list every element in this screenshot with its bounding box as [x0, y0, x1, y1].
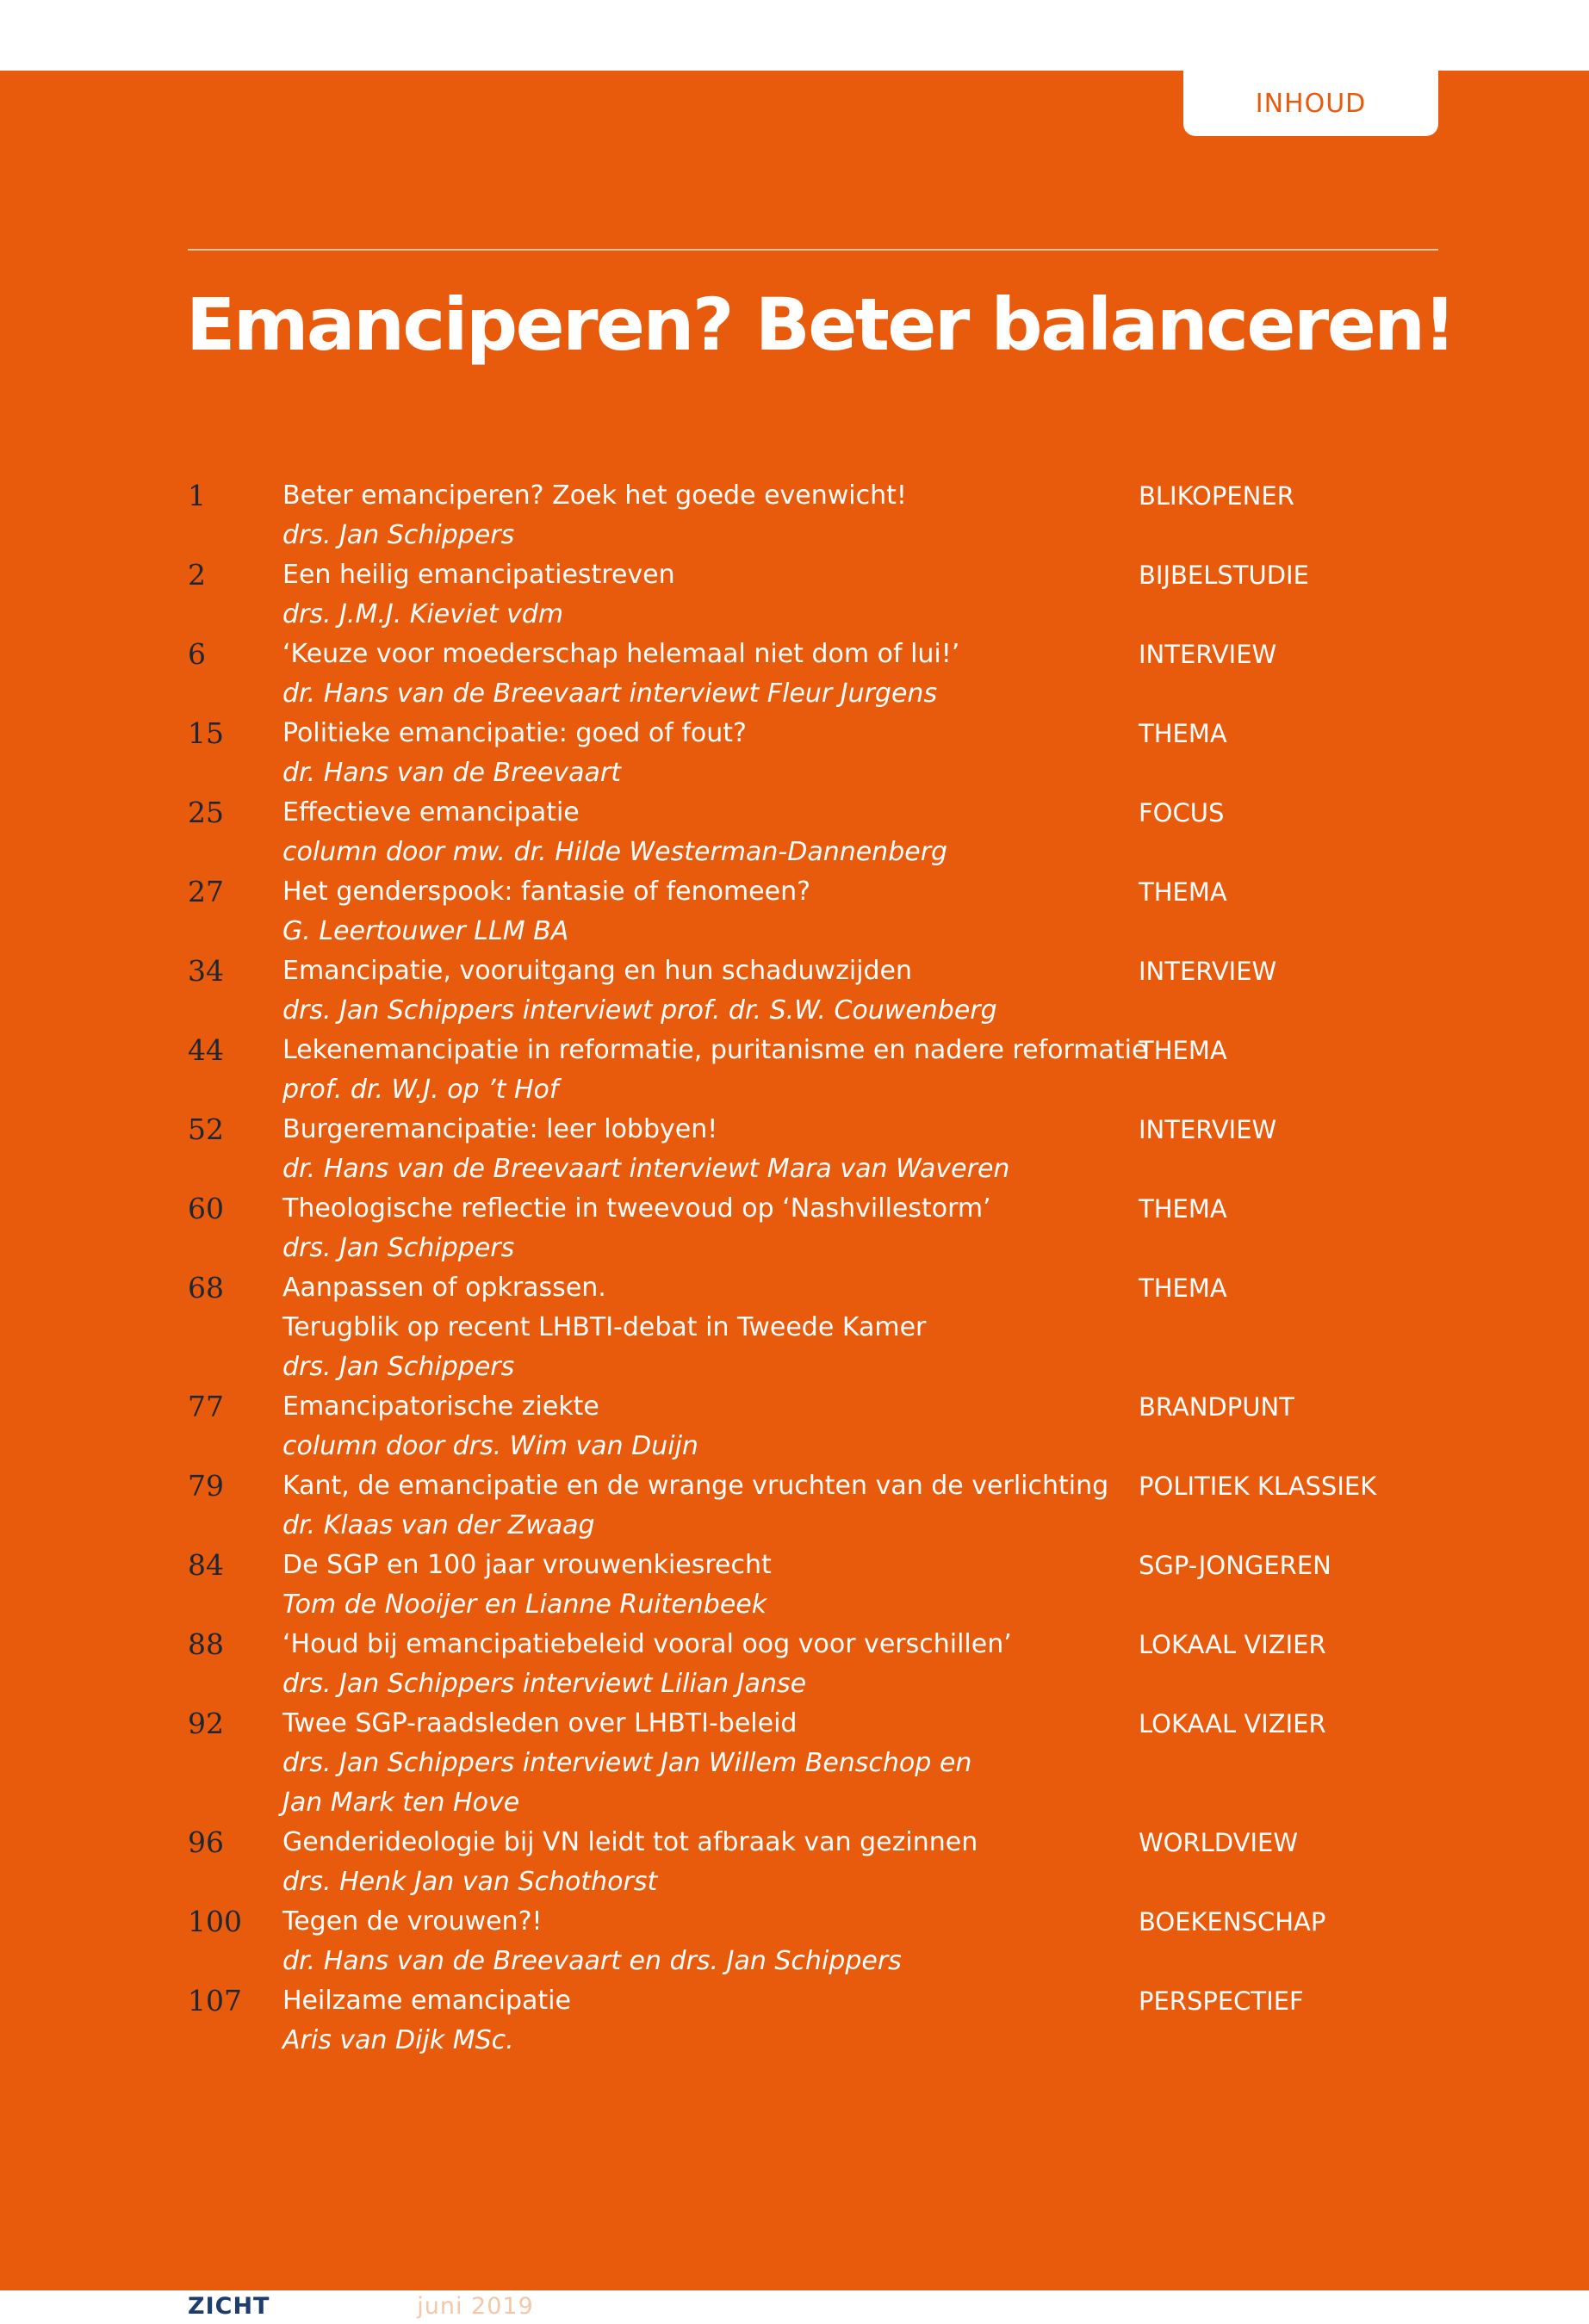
toc-author: drs. Jan Schippers	[282, 1352, 515, 1382]
toc-page-number: 100	[188, 1905, 242, 1938]
toc-category: BLIKOPENER	[1139, 481, 1294, 511]
page-title: Emanciperen? Beter balanceren!	[186, 282, 1455, 367]
toc-category: FOCUS	[1139, 798, 1225, 827]
toc-article-title: Burgeremancipatie: leer lobbyen!	[282, 1114, 718, 1144]
toc-page-number: 44	[188, 1033, 224, 1067]
toc-entry[interactable]	[188, 476, 1438, 555]
toc-category: BRANDPUNT	[1139, 1392, 1294, 1422]
toc-page-number: 15	[188, 716, 224, 750]
toc-author: dr. Hans van de Breevaart	[282, 758, 621, 788]
toc-article-title: Het genderspook: fantasie of fenomeen?	[282, 877, 811, 907]
toc-article-title: Lekenemancipatie in reformatie, puritanisme en nadere reformatie	[282, 1035, 1148, 1065]
toc-page-number: 2	[188, 558, 206, 592]
toc-entry[interactable]	[188, 1189, 1438, 1268]
toc-author: drs. Henk Jan van Schothorst	[282, 1867, 658, 1897]
toc-entry-headline	[188, 1268, 1438, 1308]
toc-author: drs. J.M.J. Kieviet vdm	[282, 599, 564, 629]
toc-article-title: Emancipatie, vooruitgang en hun schaduwzijden	[282, 956, 913, 986]
toc-page-number: 6	[188, 637, 206, 671]
toc-page-number: 107	[188, 1984, 242, 2017]
toc-category: THEMA	[1139, 877, 1227, 907]
toc-author: drs. Jan Schippers	[282, 1233, 515, 1263]
toc-entry[interactable]	[188, 714, 1438, 793]
toc-entry-headline	[188, 872, 1438, 912]
toc-category: SGP-JONGEREN	[1139, 1551, 1331, 1580]
toc-entry-headline	[188, 714, 1438, 753]
toc-category: THEMA	[1139, 1036, 1227, 1065]
toc-entry[interactable]	[188, 1704, 1438, 1823]
toc-category: THEMA	[1139, 719, 1227, 748]
toc-author: drs. Jan Schippers interviewt Lilian Janse	[282, 1669, 807, 1699]
toc-entry[interactable]	[188, 1466, 1438, 1546]
toc-entry[interactable]	[188, 1110, 1438, 1189]
toc-category: BIJBELSTUDIE	[1139, 561, 1309, 590]
footer-date: juni 2019	[417, 2293, 534, 2320]
toc-author: prof. dr. W.J. op ’t Hof	[282, 1075, 559, 1105]
toc-article-title: Twee SGP-raadsleden over LHBTI-beleid	[282, 1708, 798, 1738]
toc-entry[interactable]	[188, 1546, 1438, 1625]
toc-entry-headline	[188, 793, 1438, 833]
toc-page-number: 79	[188, 1469, 224, 1503]
footer-issue: 2019-2	[277, 2293, 374, 2320]
table-of-contents	[188, 476, 1438, 2061]
toc-category: PERSPECTIEF	[1139, 1986, 1304, 2016]
toc-article-title: Kant, de emancipatie en de wrange vruchten van de verlichting	[282, 1471, 1109, 1501]
toc-entry[interactable]	[188, 793, 1438, 872]
toc-entry-headline	[188, 1625, 1438, 1664]
toc-category: THEMA	[1139, 1194, 1227, 1224]
toc-entry[interactable]	[188, 1981, 1438, 2061]
toc-page	[0, 71, 1589, 2320]
toc-entry[interactable]	[188, 1823, 1438, 1902]
toc-article-subtitle: Terugblik op recent LHBTI-debat in Tweede Kamer	[282, 1312, 927, 1342]
toc-page-number: 34	[188, 954, 224, 988]
toc-category: BOEKENSCHAP	[1139, 1907, 1326, 1937]
toc-entry-headline	[188, 555, 1438, 595]
toc-entry-headline	[188, 1466, 1438, 1506]
toc-author: Aris van Dijk MSc.	[282, 2025, 514, 2055]
toc-author: column door mw. dr. Hilde Westerman-Dannenberg	[282, 837, 948, 867]
toc-page-number: 52	[188, 1112, 224, 1146]
toc-article-title: Heilzame emancipatie	[282, 1986, 571, 2016]
toc-page-number: 27	[188, 875, 224, 908]
footer	[188, 2290, 534, 2324]
toc-article-title: Tegen de vrouwen?!	[282, 1906, 543, 1937]
toc-category: LOKAAL VIZIER	[1139, 1709, 1326, 1738]
toc-entry-headline	[188, 1902, 1438, 1942]
toc-entry-headline	[188, 1546, 1438, 1585]
toc-article-title: Een heilig emancipatiestreven	[282, 560, 675, 590]
toc-entry-headline	[188, 1031, 1438, 1070]
toc-entry[interactable]	[188, 951, 1438, 1031]
toc-author: drs. Jan Schippers interviewt prof. dr. S.W. Couwenberg	[282, 995, 997, 1026]
toc-category: LOKAAL VIZIER	[1139, 1630, 1326, 1659]
toc-page-number: 96	[188, 1825, 224, 1859]
toc-author: dr. Hans van de Breevaart interviewt Mara van Waveren	[282, 1154, 1010, 1184]
toc-category: POLITIEK KLASSIEK	[1139, 1472, 1377, 1501]
toc-article-title: ‘Houd bij emancipatiebeleid vooral oog voor verschillen’	[282, 1629, 1012, 1659]
toc-entry-headline	[188, 1704, 1438, 1744]
toc-author: column door drs. Wim van Duijn	[282, 1431, 698, 1461]
toc-page-number: 92	[188, 1707, 224, 1740]
toc-article-title: Aanpassen of opkrassen.	[282, 1273, 606, 1303]
toc-entry[interactable]	[188, 1031, 1438, 1110]
toc-article-title: Effectieve emancipatie	[282, 797, 580, 827]
toc-author: Jan Mark ten Hove	[282, 1788, 520, 1818]
section-tab: INHOUD	[1183, 71, 1438, 136]
toc-author: dr. Klaas van der Zwaag	[282, 1510, 595, 1540]
toc-author: dr. Hans van de Breevaart en drs. Jan Schippers	[282, 1946, 902, 1976]
toc-entry-headline	[188, 951, 1438, 991]
toc-article-title: Genderideologie bij VN leidt tot afbraak van gezinnen	[282, 1827, 978, 1857]
toc-entry[interactable]	[188, 1387, 1438, 1466]
toc-author: Tom de Nooijer en Lianne Ruitenbeek	[282, 1590, 767, 1620]
toc-article-title: Politieke emancipatie: goed of fout?	[282, 718, 747, 748]
toc-entry-headline	[188, 1110, 1438, 1150]
toc-page-number: 88	[188, 1627, 224, 1661]
toc-entry[interactable]	[188, 872, 1438, 951]
toc-author: G. Leertouwer LLM BA	[282, 916, 569, 946]
toc-article-title: Emancipatorische ziekte	[282, 1391, 599, 1422]
toc-article-title: Beter emanciperen? Zoek het goede evenwicht!	[282, 480, 907, 511]
toc-entry-headline	[188, 1387, 1438, 1427]
toc-author: dr. Hans van de Breevaart interviewt Fleur Jurgens	[282, 679, 938, 709]
toc-page-number: 84	[188, 1548, 224, 1582]
toc-entry-headline	[188, 1823, 1438, 1862]
toc-page-number: 1	[188, 479, 206, 512]
toc-article-title: Theologische reflectie in tweevoud op ‘Nashvillestorm’	[282, 1193, 991, 1224]
toc-page-number: 25	[188, 796, 224, 829]
toc-entry-headline	[188, 1189, 1438, 1229]
toc-author: drs. Jan Schippers interviewt Jan Willem Benschop en	[282, 1748, 972, 1778]
toc-entry[interactable]	[188, 1625, 1438, 1704]
toc-entry-headline	[188, 1981, 1438, 2021]
toc-article-title: ‘Keuze voor moederschap helemaal niet dom of lui!’	[282, 639, 960, 669]
toc-page-number: 77	[188, 1390, 224, 1423]
toc-category: INTERVIEW	[1139, 957, 1277, 986]
toc-entry-headline	[188, 476, 1438, 516]
toc-page-number: 60	[188, 1192, 224, 1225]
toc-author: drs. Jan Schippers	[282, 520, 515, 550]
title-divider	[188, 249, 1438, 251]
toc-category: THEMA	[1139, 1274, 1227, 1303]
toc-article-title: De SGP en 100 jaar vrouwenkiesrecht	[282, 1550, 772, 1580]
footer-separator: |	[394, 2293, 403, 2320]
toc-entry[interactable]	[188, 555, 1438, 635]
toc-entry[interactable]	[188, 1902, 1438, 1981]
toc-page-number: 68	[188, 1271, 224, 1305]
toc-entry-headline	[188, 635, 1438, 674]
toc-entry[interactable]	[188, 1268, 1438, 1387]
toc-entry[interactable]	[188, 635, 1438, 714]
toc-category: INTERVIEW	[1139, 1115, 1277, 1144]
footer-brand: ZICHT	[188, 2293, 270, 2320]
toc-category: WORLDVIEW	[1139, 1828, 1299, 1857]
toc-category: INTERVIEW	[1139, 640, 1277, 669]
